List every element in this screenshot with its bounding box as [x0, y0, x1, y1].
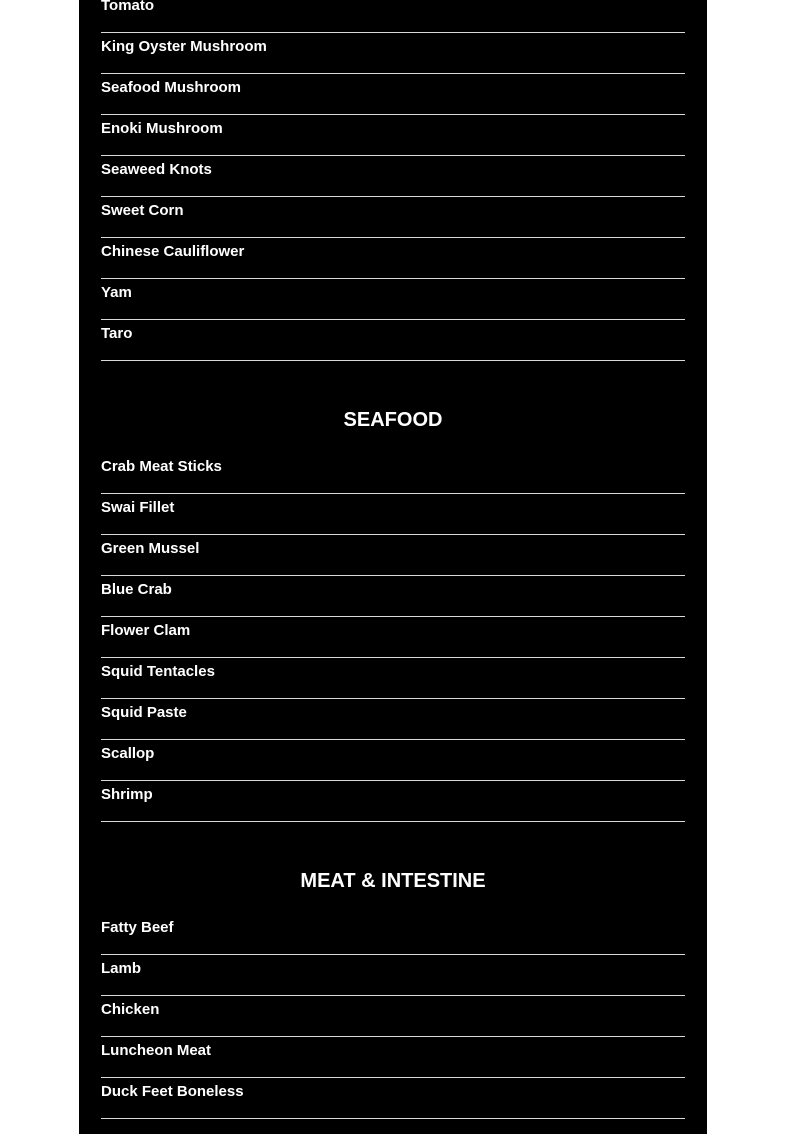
list-item[interactable] [101, 74, 685, 115]
list-item[interactable] [101, 699, 685, 740]
item-label: Sweet Corn [101, 202, 184, 219]
list-item[interactable] [101, 0, 685, 33]
item-label: Green Mussel [101, 540, 200, 557]
list-item[interactable] [101, 115, 685, 156]
menu-panel [79, 0, 707, 1134]
list-item[interactable] [101, 279, 685, 320]
list-item[interactable] [101, 238, 685, 279]
item-label: Seafood Mushroom [101, 79, 242, 96]
list-item[interactable] [101, 320, 685, 361]
item-label: Duck Feet Boneless [101, 1083, 244, 1100]
item-label: Yam [101, 284, 132, 301]
item-label: Swai Fillet [101, 499, 175, 516]
list-item[interactable] [101, 658, 685, 699]
list-item[interactable] [101, 576, 685, 617]
vegetable-list [101, 0, 685, 361]
item-label: Shrimp [101, 786, 153, 803]
item-label: Luncheon Meat [101, 1042, 212, 1059]
list-item[interactable] [101, 453, 685, 494]
list-item[interactable] [101, 914, 685, 955]
list-item[interactable] [101, 996, 685, 1037]
list-item[interactable] [101, 33, 685, 74]
item-label: Squid Tentacles [101, 663, 215, 680]
item-label: Tomato [101, 0, 155, 14]
item-label: Seaweed Knots [101, 161, 212, 178]
list-item[interactable] [101, 535, 685, 576]
list-item[interactable] [101, 955, 685, 996]
item-label: Crab Meat Sticks [101, 458, 222, 475]
item-label: Chinese Cauliflower [101, 243, 245, 260]
item-label: Squid Paste [101, 704, 187, 721]
section-heading-seafood: SEAFOOD [343, 409, 443, 431]
item-label: Lamb [101, 960, 142, 977]
item-label: Blue Crab [101, 581, 172, 598]
list-item[interactable] [101, 156, 685, 197]
seafood-list [101, 453, 685, 822]
item-label: Fatty Beef [101, 919, 174, 936]
list-item[interactable] [101, 740, 685, 781]
list-item[interactable] [101, 1078, 685, 1119]
list-item[interactable] [101, 494, 685, 535]
list-item[interactable] [101, 781, 685, 822]
list-item[interactable] [101, 1119, 685, 1134]
list-item[interactable] [101, 197, 685, 238]
section-heading-meat: MEAT & INTESTINE [300, 870, 486, 892]
item-label: Taro [101, 325, 133, 342]
item-label: Chicken [101, 1001, 160, 1018]
list-item[interactable] [101, 1037, 685, 1078]
item-label: Flower Clam [101, 622, 191, 639]
item-label: Scallop [101, 745, 155, 762]
list-item[interactable] [101, 617, 685, 658]
item-label: Enoki Mushroom [101, 120, 223, 137]
meat-list [101, 914, 685, 1134]
item-label: King Oyster Mushroom [101, 38, 267, 55]
